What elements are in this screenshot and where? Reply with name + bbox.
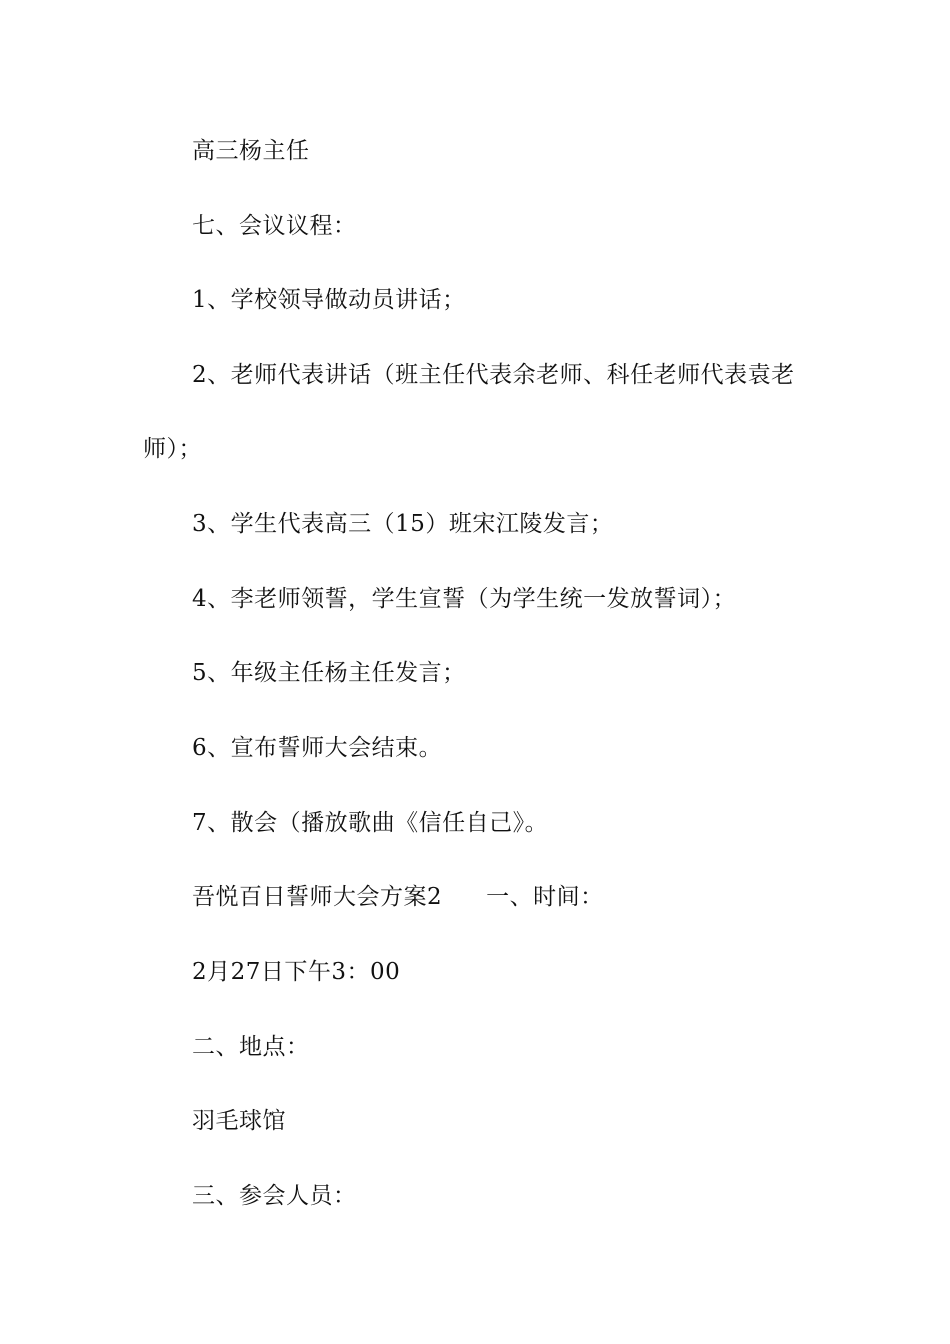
section-heading-agenda: 七、会议议程： bbox=[192, 213, 357, 239]
agenda-item-3: 3、学生代表高三（15）班宋江陵发言； bbox=[192, 511, 614, 537]
plan-title: 吾悦百日誓师大会方案2 bbox=[192, 884, 443, 910]
plan-title-line bbox=[143, 882, 872, 912]
time-value: 2月27日下午3：00 bbox=[192, 959, 401, 985]
agenda-item-5: 5、年级主任杨主任发言； bbox=[192, 660, 466, 686]
agenda-item-7: 7、散会（播放歌曲《信任自己》。 bbox=[192, 810, 549, 836]
agenda-item-2: 2、老师代表讲话（班主任代表余老师、科任老师代表袁老 bbox=[192, 362, 795, 388]
location-value: 羽毛球馆 bbox=[192, 1108, 286, 1134]
agenda-item-4: 4、李老师领誓，学生宣誓（为学生统一发放誓词）； bbox=[192, 586, 737, 612]
section-heading-location: 二、地点： bbox=[192, 1034, 310, 1060]
agenda-item-2-continued: 师）； bbox=[143, 436, 202, 462]
agenda-item-6: 6、宣布誓师大会结束。 bbox=[192, 735, 443, 761]
paragraph-line: 高三杨主任 bbox=[192, 138, 310, 164]
section-heading-time: 一、时间： bbox=[486, 884, 604, 910]
section-heading-attendees: 三、参会人员： bbox=[192, 1183, 357, 1209]
agenda-item-1: 1、学校领导做动员讲话； bbox=[192, 287, 466, 313]
